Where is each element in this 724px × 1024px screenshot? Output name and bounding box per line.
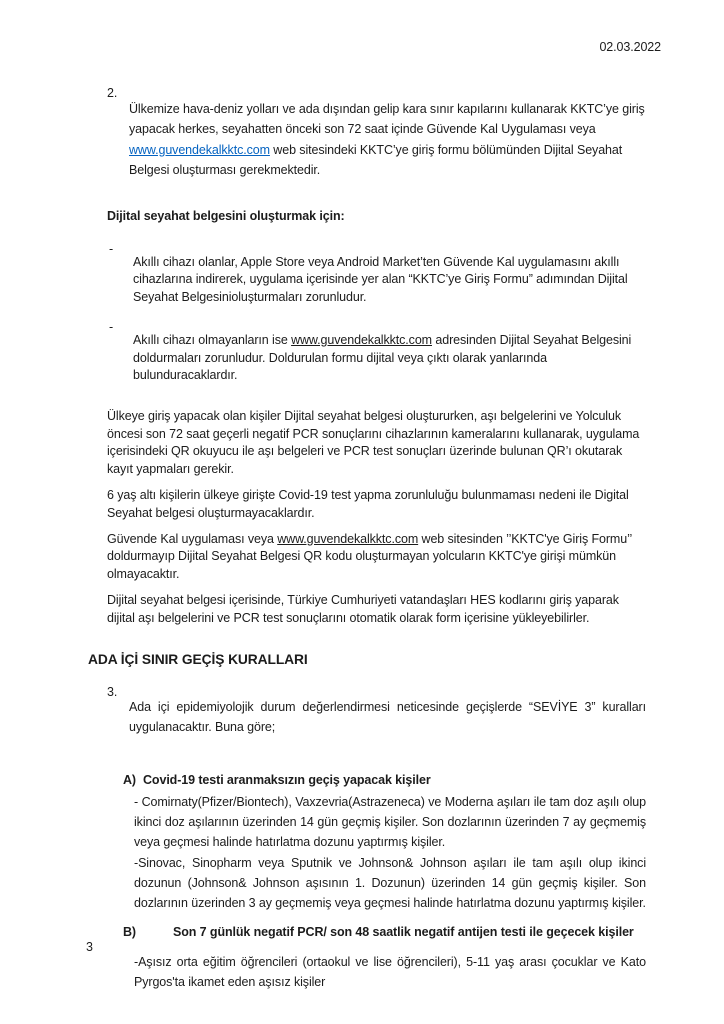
section-a-body bbox=[134, 792, 646, 914]
bullet-item-no-smart-device bbox=[109, 319, 646, 397]
island-border-rules-heading: ADA İÇİ SINIR GEÇİŞ KURALLARI bbox=[88, 651, 308, 667]
section-b-label: B) bbox=[123, 924, 136, 939]
item-2-text-before-link: Ülkemize hava-deniz yolları ve ada dışından gelip kara sınır kapılarını kullanarak KKTC’ye giriş yapacak herkes, seyahatten önceki son 72 saat içinde Güvende Kal Uygulaması veya bbox=[129, 101, 645, 136]
item-3-number: 3. bbox=[107, 684, 118, 699]
section-a-paragraph-1: - Comirnaty(Pfizer/Biontech), Vaxzevria(Astrazeneca) ve Moderna aşıları ile tam doz aşılı olup ikinci doz aşılarının üzerinden 14 gün geçmiş kişiler. Son dozlarının üzerinden 7 ay geçmemiş veya geçmesi halinde hatırlatma dozunu yaptırmış kişiler. bbox=[134, 794, 646, 850]
section-a-title: Covid-19 testi aranmaksızın geçiş yapacak kişiler bbox=[143, 773, 431, 788]
numbered-item-2 bbox=[107, 86, 646, 193]
digital-doc-bullet-list bbox=[109, 241, 646, 398]
page-number: 3 bbox=[86, 940, 93, 954]
section-b-paragraph-1: -Aşısız orta eğitim öğrencileri (ortaokul ve lise öğrencileri), 5-11 yaş arası çocuklar ve Kato Pyrgos'ta ikamet eden aşısız kişiler bbox=[134, 954, 646, 990]
document-date: 02.03.2022 bbox=[599, 40, 661, 54]
bullet-1-text: Akıllı cihazı olanlar, Apple Store veya Android Market’ten Güvende Kal uygulamasını akıllı cihazlarına indirerek, uygulama içerisinde yer alan “KKTC’ye Giriş Formu” adımından Dijital Seyahat Belgesinioluşturmaları zorunludur. bbox=[133, 254, 628, 305]
paragraph-under-six: 6 yaş altı kişilerin ülkeye girişte Covid-19 test yapma zorunluluğu bulunmaması nedeni ile Digital Seyahat belgesi oluşturmayacaklardır. bbox=[107, 487, 629, 520]
bullet-2-text-before-link: Akıllı cihazı olmayanların ise bbox=[133, 332, 288, 347]
item-2-text bbox=[129, 99, 646, 181]
paragraph-no-qr-entry bbox=[107, 531, 646, 584]
bullet-2-text bbox=[133, 332, 646, 385]
dash-marker: - bbox=[109, 320, 114, 335]
bullet-item-smart-device bbox=[109, 241, 646, 319]
section-a-label: A) bbox=[123, 773, 136, 788]
section-b bbox=[123, 922, 646, 993]
section-b-body bbox=[134, 952, 646, 993]
item-2-number: 2. bbox=[107, 86, 118, 100]
section-a-paragraph-2: -Sinovac, Sinopharm veya Sputnik ve Johnson& Johnson aşıları ile tam aşılı olup ikinci dozunun (Johnson& Johnson aşısının 1. Dozunun) üzerinden 14 gün geçmiş kişiler. Son dozlarının üzerinden 3 ay geçmemiş veya geçmesi halinde hatırlatma dozunu yaptırmış kişiler. bbox=[134, 855, 646, 911]
guvendekalkktc-link-3[interactable]: www.guvendekalkktc.com bbox=[277, 531, 419, 546]
section-b-title: Son 7 günlük negatif PCR/ son 48 saatlik negatif antijen testi ile geçecek kişiler bbox=[173, 924, 634, 939]
paragraph-qr-registration: Ülkeye giriş yapacak olan kişiler Dijital seyahat belgesi oluştururken, aşı belgelerini ve Yolculuk öncesi son 72 saat geçerli negatif PCR sonuçlarını cihazlarının kameralarını kullanarak, uygulama içerisindeki QR okuyucu ile aşı belgeleri ve PCR test sonuçları üzerinde bulunan QR’ı okutarak kayıt yapmaları gerekir. bbox=[107, 408, 640, 477]
section-b-heading bbox=[123, 922, 646, 942]
no-qr-text-before-link: Güvende Kal uygulaması veya bbox=[107, 531, 274, 546]
no-qr-text-after-link: web sitesinden ’’KKTC'ye Giriş Formu’’ doldurmayıp Dijital Seyahat Belgesi QR kodu oluşturmayan yolcuların KKTC'ye girişi mümkün olmayacaktır. bbox=[107, 531, 632, 582]
section-a bbox=[123, 770, 646, 913]
item-3-text: Ada içi epidemiyolojik durum değerlendirmesi neticesinde geçişlerde “SEVİYE 3” kuralları uygulanacaktır. Buna göre; bbox=[129, 700, 646, 735]
item-2-text-after-link: web sitesindeki KKTC’ye giriş formu bölümünden Dijital Seyahat Belgesi oluşturması gerekmektedir. bbox=[129, 142, 623, 177]
paragraph-hes-codes: Dijital seyahat belgesi içerisinde, Türkiye Cumhuriyeti vatandaşları HES kodlarını giriş yaparak dijital aşı belgelerini ve PCR test sonuçlarını otomatik olarak form içerisine yükleyebilirler. bbox=[107, 592, 619, 625]
bullet-2-text-after-link: adresinden Dijital Seyahat Belgesini doldurmaları zorunludur. Doldurulan formu dijital veya çıktı olarak yanlarında bulunduracaklardır. bbox=[133, 332, 632, 383]
section-a-heading bbox=[123, 770, 646, 790]
dash-marker: - bbox=[109, 242, 114, 256]
guvendekalkktc-link-1[interactable]: www.guvendekalkktc.com bbox=[129, 142, 270, 157]
digital-travel-doc-heading: Dijital seyahat belgesini oluşturmak için: bbox=[107, 209, 345, 223]
guvendekalkktc-link-2[interactable]: www.guvendekalkktc.com bbox=[291, 332, 432, 347]
numbered-item-3 bbox=[107, 685, 646, 751]
